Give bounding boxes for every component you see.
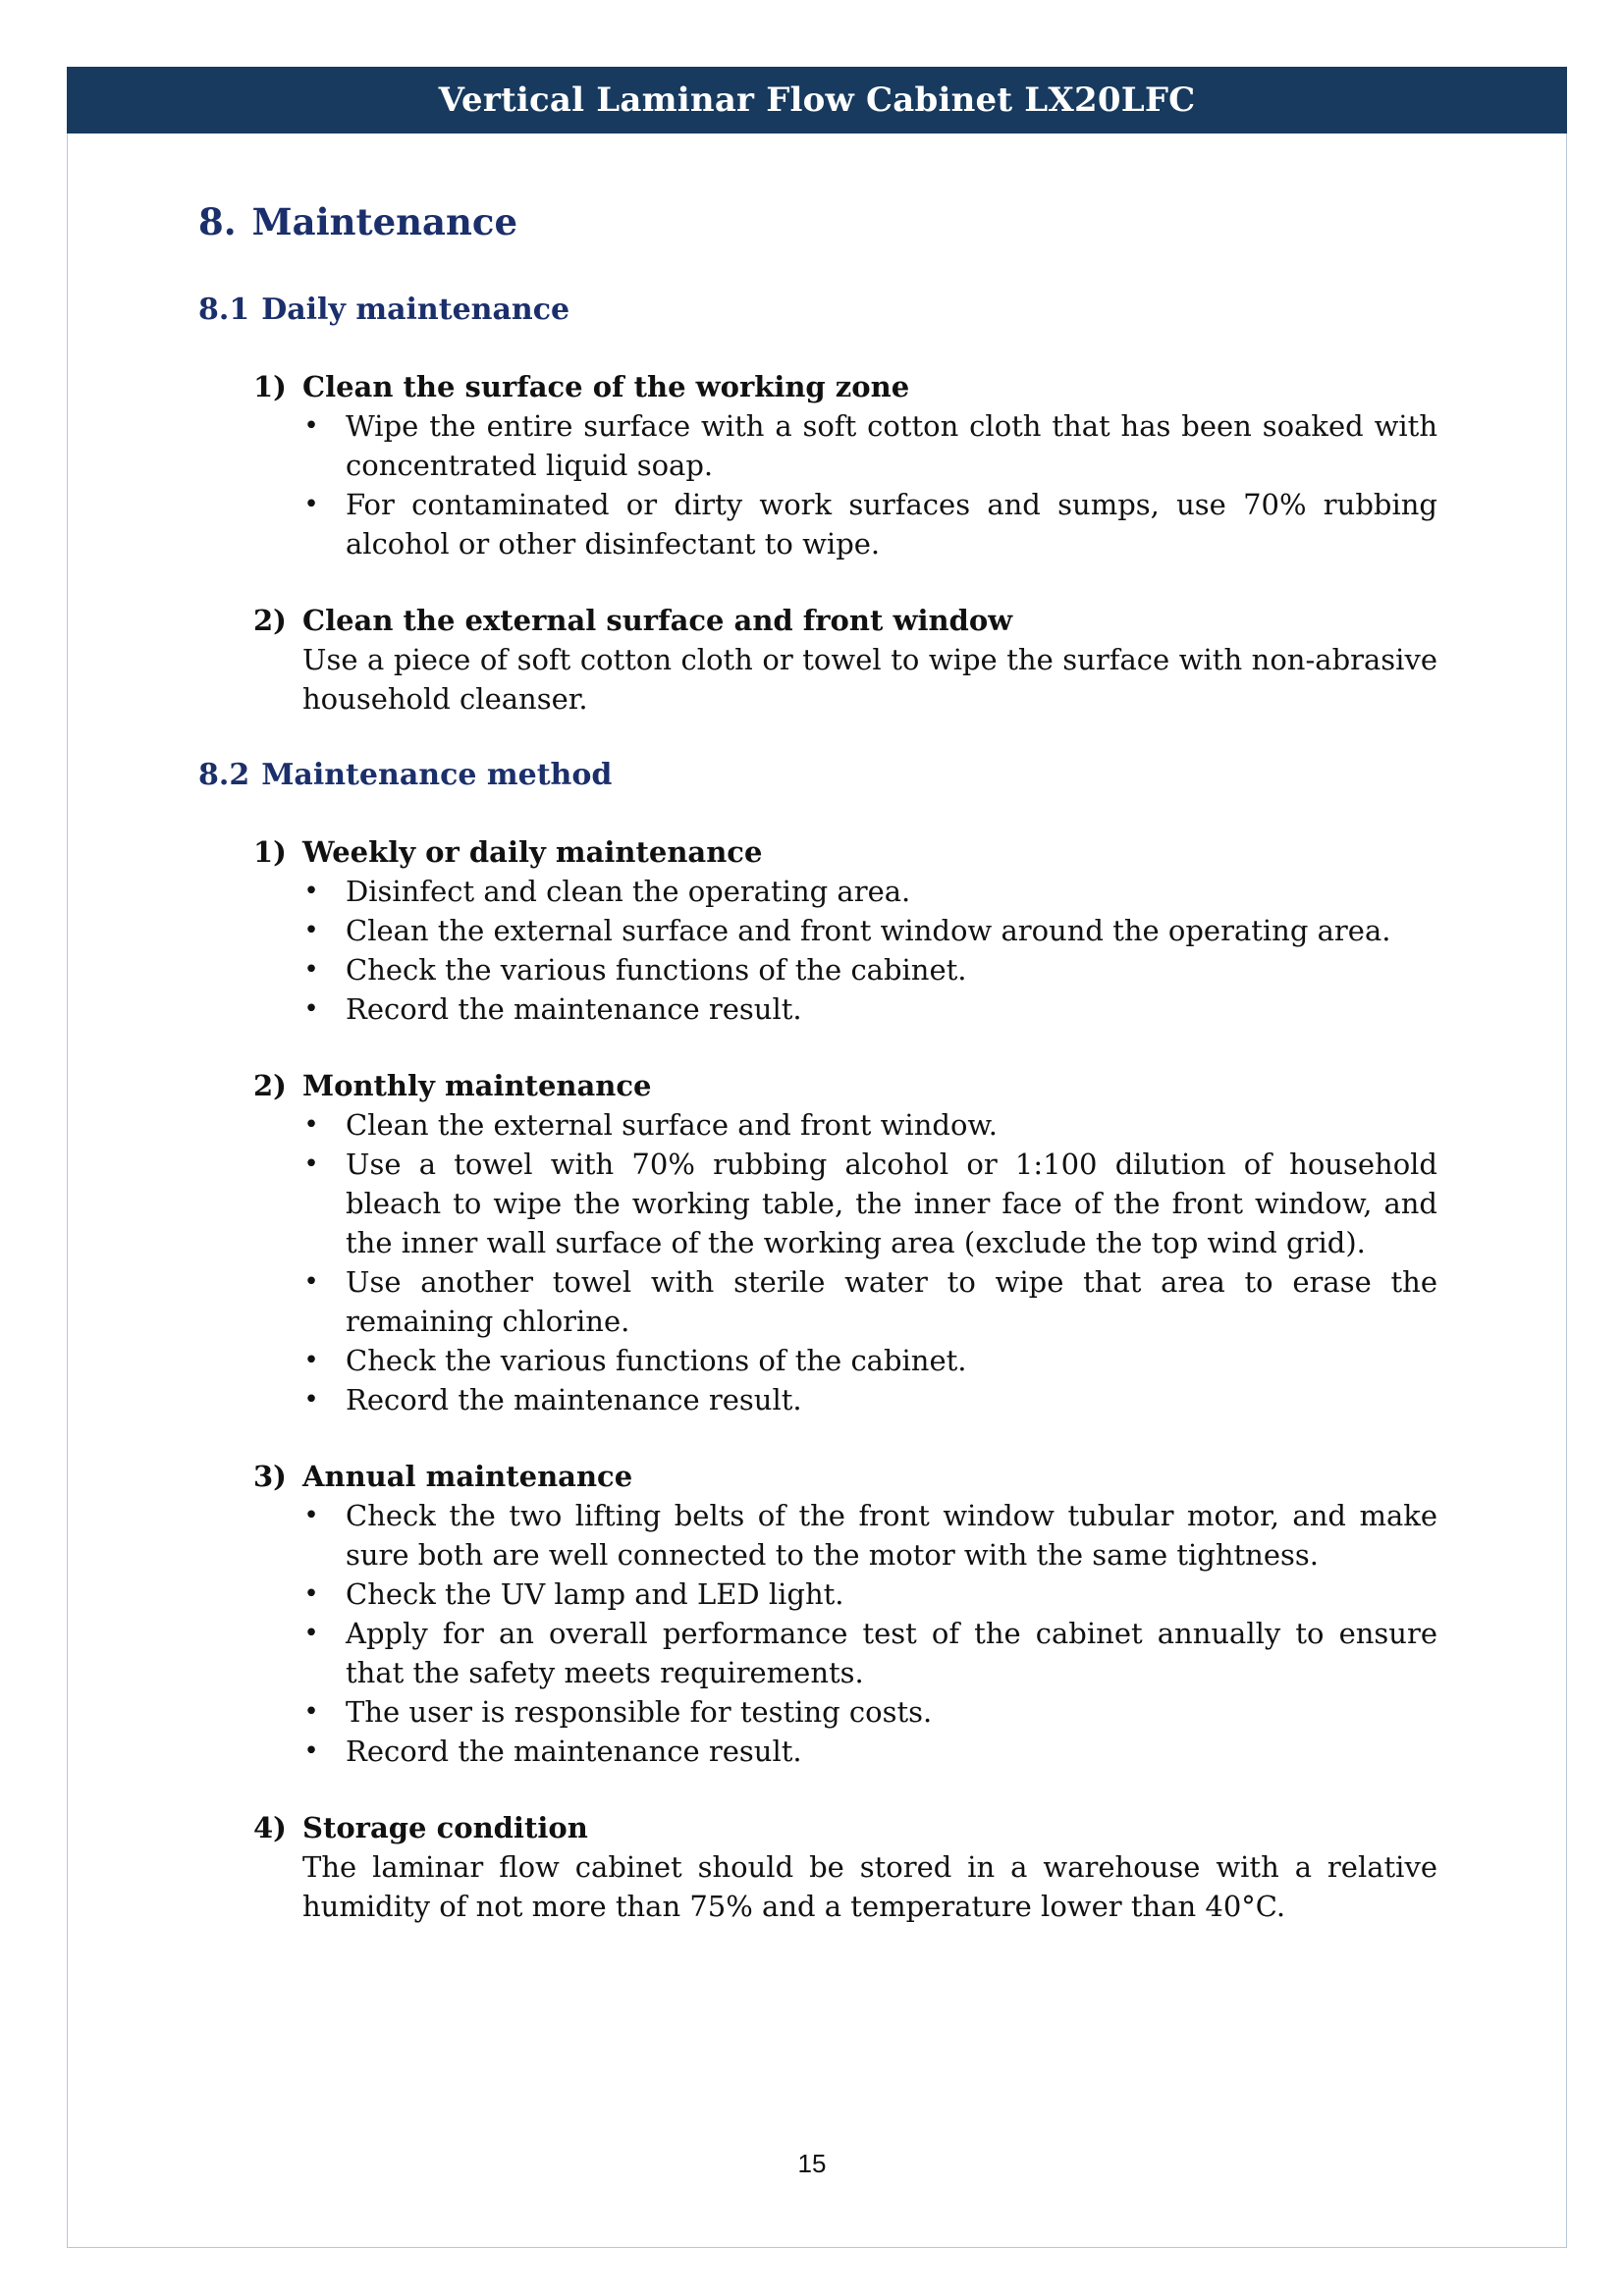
bullet-item [297,1262,1437,1341]
item-heading [253,832,1437,872]
bullet-text: The user is responsible for testing costs. [346,1695,933,1729]
bullet-text: Record the maintenance result. [346,1735,802,1768]
bullet-icon: • [303,1736,319,1766]
item-title: Clean the surface of the working zone [302,370,910,403]
bullet-icon: • [303,994,319,1024]
subsection-number: 8.2 [198,758,250,792]
item-heading [253,1457,1437,1496]
bullet-item [297,950,1437,989]
bullet-list [253,872,1437,1029]
item-number: 1) [253,370,287,403]
bullet-item [297,872,1437,911]
bullet-icon: • [303,916,319,945]
bullet-text: Check the UV lamp and LED light. [346,1577,844,1611]
item-heading [253,367,1437,406]
bullet-list [253,406,1437,563]
bullet-icon: • [303,1110,319,1140]
bullet-icon: • [303,877,319,906]
bullet-item [297,1145,1437,1262]
bullet-item [297,406,1437,485]
item-paragraph: The laminar flow cabinet should be stored in a warehouse with a relative humidity of not more than 75% and a temperature lower than 40°C. [302,1850,1437,1923]
bullet-item [297,1105,1437,1145]
maintenance-item [253,601,1437,719]
item-number: 2) [253,604,287,637]
subsection-number: 8.1 [198,293,250,327]
document-title: Vertical Laminar Flow Cabinet LX20LFC [438,80,1196,120]
bullet-icon: • [303,1346,319,1375]
item-title: Monthly maintenance [302,1069,652,1102]
item-number: 4) [253,1811,287,1844]
page-content [198,194,1437,1963]
bullet-icon: • [303,1619,319,1648]
bullet-item [297,989,1437,1029]
bullet-text: Use another towel with sterile water to wipe that area to erase the remaining chlorine. [346,1265,1437,1338]
section-number: 8. [198,200,237,243]
item-heading [253,1066,1437,1105]
bullet-text: Wipe the entire surface with a soft cotton cloth that has been soaked with concentrated liquid soap. [346,409,1437,482]
bullet-icon: • [303,1579,319,1609]
page-number: 15 [797,2149,827,2178]
bullet-item [297,1575,1437,1614]
bullet-item [297,1692,1437,1732]
maintenance-item [253,1457,1437,1771]
bullet-text: Clean the external surface and front window. [346,1108,998,1142]
bullet-text: Disinfect and clean the operating area. [346,875,911,908]
item-title: Clean the external surface and front window [302,604,1013,637]
maintenance-item [253,1808,1437,1926]
item-number: 3) [253,1460,287,1493]
bullet-text: Record the maintenance result. [346,1383,802,1416]
bullet-item [297,1614,1437,1692]
bullet-icon: • [303,490,319,519]
bullet-list [253,1496,1437,1771]
subsection-heading [198,756,1437,795]
bullet-icon: • [303,955,319,985]
bullet-icon: • [303,411,319,441]
item-title: Weekly or daily maintenance [302,835,763,869]
subsections-container [198,291,1437,1926]
section-title: Maintenance [251,200,518,243]
bullet-text: Check the various functions of the cabinet. [346,1344,967,1377]
bullet-item [297,485,1437,563]
maintenance-item [253,832,1437,1029]
bullet-text: Check the various functions of the cabinet. [346,953,967,987]
bullet-icon: • [303,1697,319,1727]
bullet-text: Use a towel with 70% rubbing alcohol or 1:100 dilution of household bleach to wipe the working table, the inner face of the front window, and the inner wall surface of the working area (exclude the top wind grid). [346,1148,1437,1259]
subsection-title: Daily maintenance [261,293,570,327]
item-number: 2) [253,1069,287,1102]
section-heading [198,194,1437,249]
item-heading [253,601,1437,640]
bullet-list [253,1105,1437,1419]
item-number: 1) [253,835,287,869]
bullet-item [297,1496,1437,1575]
document-header [67,67,1567,133]
subsection-title: Maintenance method [261,758,613,792]
bullet-icon: • [303,1267,319,1297]
bullet-icon: • [303,1501,319,1530]
bullet-text: Apply for an overall performance test of the cabinet annually to ensure that the safety meets requirements. [346,1617,1437,1689]
bullet-text: Record the maintenance result. [346,992,802,1026]
item-heading [253,1808,1437,1847]
bullet-item [297,1341,1437,1380]
bullet-text: Clean the external surface and front window around the operating area. [346,914,1391,947]
bullet-icon: • [303,1385,319,1415]
maintenance-item [253,367,1437,563]
bullet-item [297,911,1437,950]
item-title: Annual maintenance [302,1460,633,1493]
item-paragraph: Use a piece of soft cotton cloth or towel to wipe the surface with non-abrasive household cleanser. [302,643,1437,716]
bullet-text: Check the two lifting belts of the front window tubular motor, and make sure both are well connected to the motor with the same tightness. [346,1499,1437,1572]
bullet-text: For contaminated or dirty work surfaces and sumps, use 70% rubbing alcohol or other disinfectant to wipe. [346,488,1437,561]
subsection-heading [198,291,1437,330]
maintenance-item [253,1066,1437,1419]
bullet-icon: • [303,1149,319,1179]
item-title: Storage condition [302,1811,588,1844]
bullet-item [297,1732,1437,1771]
bullet-item [297,1380,1437,1419]
